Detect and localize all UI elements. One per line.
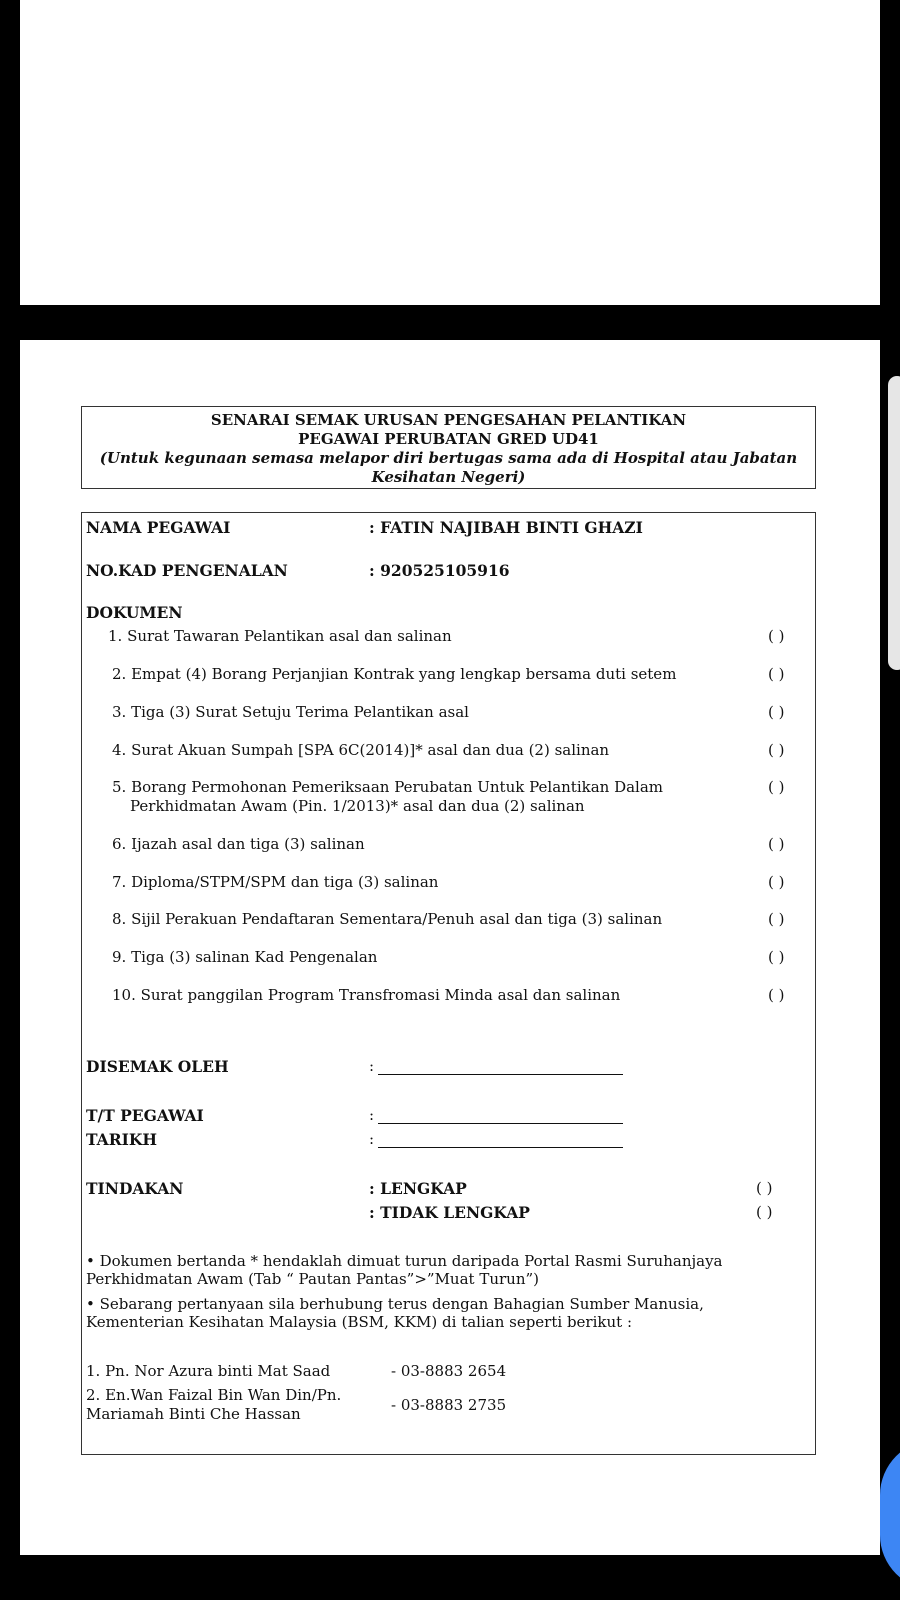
documents-heading: DOKUMEN	[86, 603, 183, 622]
action-incomplete: : TIDAK LENGKAP	[369, 1203, 530, 1222]
contact-2-name: 2. En.Wan Faizal Bin Wan Din/Pn.	[86, 1386, 342, 1404]
document-item-9: 9. Tiga (3) salinan Kad Pengenalan	[112, 948, 378, 966]
title-box	[81, 406, 816, 489]
title-line-4: Kesihatan Negeri)	[371, 468, 526, 486]
title-line-1: SENARAI SEMAK URUSAN PENGESAHAN PELANTIKAN	[210, 411, 687, 429]
checked-by-label: DISEMAK OLEH	[86, 1057, 229, 1076]
document-checkbox-9[interactable]: ( )	[768, 948, 785, 966]
document-item-6: 6. Ijazah asal dan tiga (3) salinan	[112, 835, 365, 853]
document-item-1: 1. Surat Tawaran Pelantikan asal dan salinan	[108, 627, 452, 645]
document-item-5-cont: Perkhidmatan Awam (Pin. 1/2013)* asal dan dua (2) salinan	[130, 797, 585, 815]
note-download: • Dokumen bertanda * hendaklah dimuat turun daripada Portal Rasmi Suruhanjaya Perkhidmatan Awam (Tab “ Pautan Pantas”>”Muat Turun”)	[86, 1252, 723, 1288]
action-label: TINDAKAN	[86, 1179, 184, 1198]
title-line-2: PEGAWAI PERUBATAN GRED UD41	[298, 430, 599, 448]
signature-label: T/T PEGAWAI	[86, 1106, 204, 1125]
checked-by-colon: :	[369, 1057, 375, 1075]
document-checkbox-8[interactable]: ( )	[768, 910, 785, 928]
officer-name-value: : FATIN NAJIBAH BINTI GHAZI	[369, 518, 643, 537]
previous-page	[20, 0, 880, 305]
date-field[interactable]	[369, 1130, 623, 1148]
checklist-box	[81, 512, 816, 1455]
date-colon: :	[369, 1130, 375, 1148]
action-complete: : LENGKAP	[369, 1179, 467, 1198]
ic-label: NO.KAD PENGENALAN	[86, 561, 288, 580]
signature-colon: :	[369, 1106, 375, 1124]
ic-value: : 920525105916	[369, 561, 510, 580]
document-item-7: 7. Diploma/STPM/SPM dan tiga (3) salinan	[112, 873, 439, 891]
date-label: TARIKH	[86, 1130, 157, 1149]
note-inquiry: • Sebarang pertanyaan sila berhubung terus dengan Bahagian Sumber Manusia, Kementerian Kesihatan Malaysia (BSM, KKM) di talian seperti berikut :	[86, 1295, 704, 1331]
scrollbar-handle[interactable]	[888, 376, 900, 670]
document-item-3: 3. Tiga (3) Surat Setuju Terima Pelantikan asal	[112, 703, 469, 721]
contact-2-name-cont: Mariamah Binti Che Hassan	[86, 1405, 301, 1423]
document-item-4: 4. Surat Akuan Sumpah [SPA 6C(2014)]* asal dan dua (2) salinan	[112, 741, 610, 759]
document-checkbox-1[interactable]: ( )	[768, 627, 785, 645]
checked-by-field[interactable]	[369, 1057, 623, 1075]
document-checkbox-5[interactable]: ( )	[768, 778, 785, 796]
contact-2-phone: - 03-8883 2735	[391, 1396, 507, 1414]
document-checkbox-6[interactable]: ( )	[768, 835, 785, 853]
officer-name-label: NAMA PEGAWAI	[86, 518, 231, 537]
document-checkbox-4[interactable]: ( )	[768, 741, 785, 759]
document-checkbox-7[interactable]: ( )	[768, 873, 785, 891]
contact-1-name: 1. Pn. Nor Azura binti Mat Saad	[86, 1362, 331, 1380]
checked-by-line	[378, 1060, 623, 1075]
document-item-8: 8. Sijil Perakuan Pendaftaran Sementara/Penuh asal dan tiga (3) salinan	[112, 910, 663, 928]
contact-1-phone: - 03-8883 2654	[391, 1362, 507, 1380]
document-item-10: 10. Surat panggilan Program Transfromasi Minda asal dan salinan	[112, 986, 621, 1004]
action-complete-checkbox[interactable]: ( )	[756, 1179, 773, 1197]
document-checkbox-2[interactable]: ( )	[768, 665, 785, 683]
floating-action-button[interactable]	[880, 1440, 900, 1590]
signature-field[interactable]	[369, 1106, 623, 1124]
document-checkbox-10[interactable]: ( )	[768, 986, 785, 1004]
date-line	[378, 1133, 623, 1148]
document-checkbox-3[interactable]: ( )	[768, 703, 785, 721]
action-incomplete-checkbox[interactable]: ( )	[756, 1203, 773, 1221]
document-item-2: 2. Empat (4) Borang Perjanjian Kontrak yang lengkap bersama duti setem	[112, 665, 677, 683]
document-page	[20, 340, 880, 1555]
document-item-5: 5. Borang Permohonan Pemeriksaan Perubatan Untuk Pelantikan Dalam	[112, 778, 664, 796]
signature-line	[378, 1109, 623, 1124]
title-line-3: (Untuk kegunaan semasa melapor diri bertugas sama ada di Hospital atau Jabatan	[99, 449, 798, 467]
